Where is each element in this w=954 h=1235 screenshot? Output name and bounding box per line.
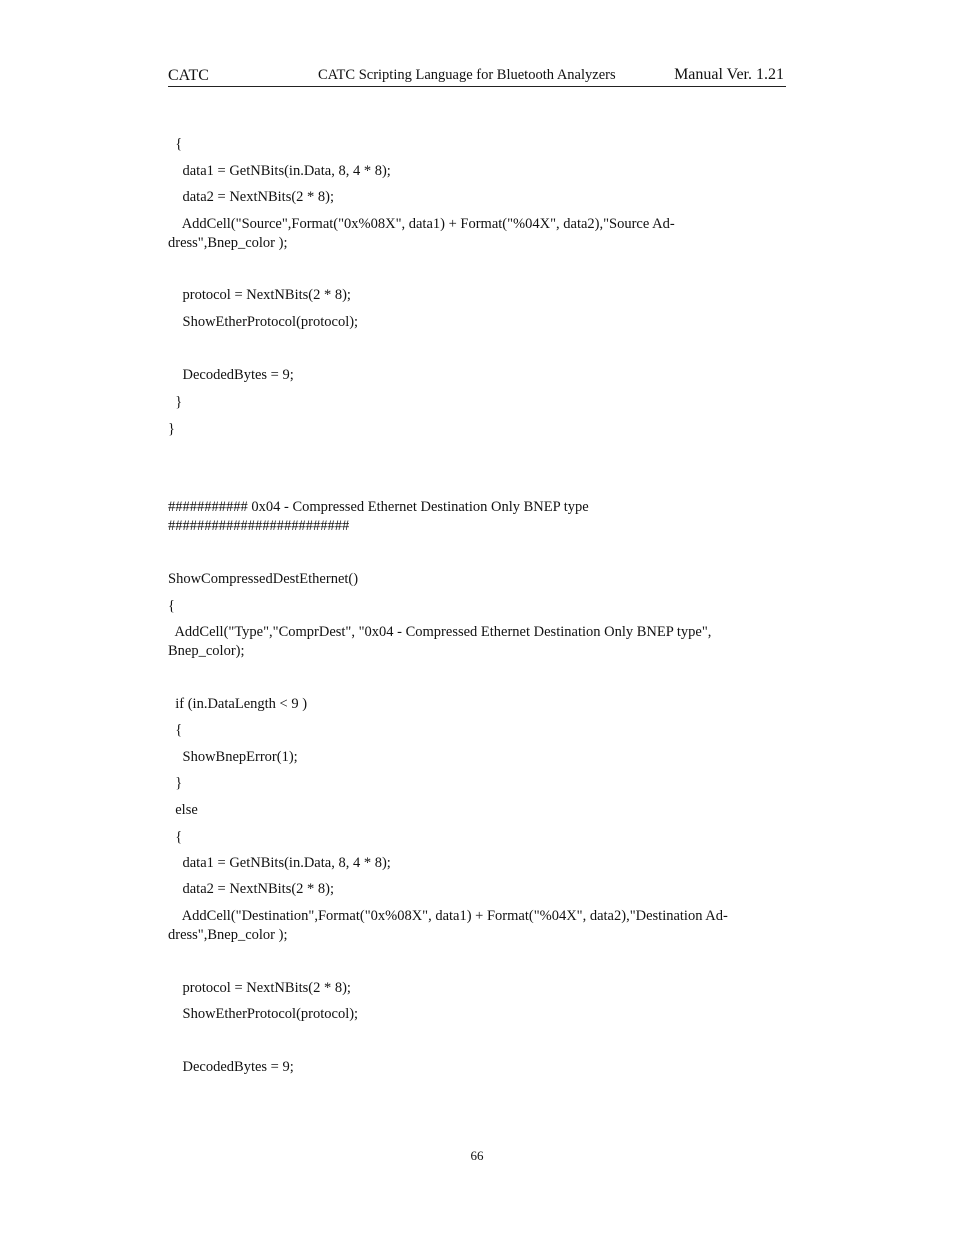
section-heading: ########### 0x04 - Compressed Ethernet Destination Only BNEP type xyxy=(168,499,589,515)
code-line: Bnep_color); xyxy=(168,643,245,659)
code-line: ShowCompressedDestEthernet() xyxy=(168,571,359,587)
code-line: { xyxy=(168,722,183,738)
code-line: } xyxy=(168,394,183,410)
code-line: { xyxy=(168,829,183,845)
code-line: AddCell("Destination",Format("0x%08X", data1) + Format("%04X", data2),"Destination Ad- xyxy=(168,908,728,924)
code-line: data1 = GetNBits(in.Data, 8, 4 * 8); xyxy=(168,163,391,179)
code-line: data2 = NextNBits(2 * 8); xyxy=(168,881,335,897)
code-line: ShowEtherProtocol(protocol); xyxy=(168,1006,359,1022)
code-line: protocol = NextNBits(2 * 8); xyxy=(168,287,351,303)
code-line: dress",Bnep_color ); xyxy=(168,235,288,251)
code-line: ShowEtherProtocol(protocol); xyxy=(168,314,359,330)
header-title: CATC Scripting Language for Bluetooth Analyzers xyxy=(318,67,616,83)
code-line: AddCell("Source",Format("0x%08X", data1) + Format("%04X", data2),"Source Ad- xyxy=(168,216,675,232)
code-line: DecodedBytes = 9; xyxy=(168,367,294,383)
code-line: else xyxy=(168,802,198,818)
code-line: } xyxy=(168,775,183,791)
code-line: DecodedBytes = 9; xyxy=(168,1059,294,1075)
code-line: ShowBnepError(1); xyxy=(168,749,298,765)
code-line: data1 = GetNBits(in.Data, 8, 4 * 8); xyxy=(168,855,391,871)
code-line: if (in.DataLength < 9 ) xyxy=(168,696,308,712)
code-line: dress",Bnep_color ); xyxy=(168,927,288,943)
header-version: Manual Ver. 1.21 xyxy=(674,66,784,83)
code-line: AddCell("Type","ComprDest", "0x04 - Compressed Ethernet Destination Only BNEP type", xyxy=(168,624,712,640)
code-line: { xyxy=(168,136,183,152)
page-header xyxy=(168,64,786,87)
code-line: } xyxy=(168,421,175,437)
code-line: { xyxy=(168,598,175,614)
code-line: data2 = NextNBits(2 * 8); xyxy=(168,189,335,205)
header-left-text: CATC xyxy=(168,67,209,84)
code-line: protocol = NextNBits(2 * 8); xyxy=(168,980,351,996)
page-number: 66 xyxy=(470,1148,484,1163)
section-heading-rule: ######################### xyxy=(168,518,350,534)
